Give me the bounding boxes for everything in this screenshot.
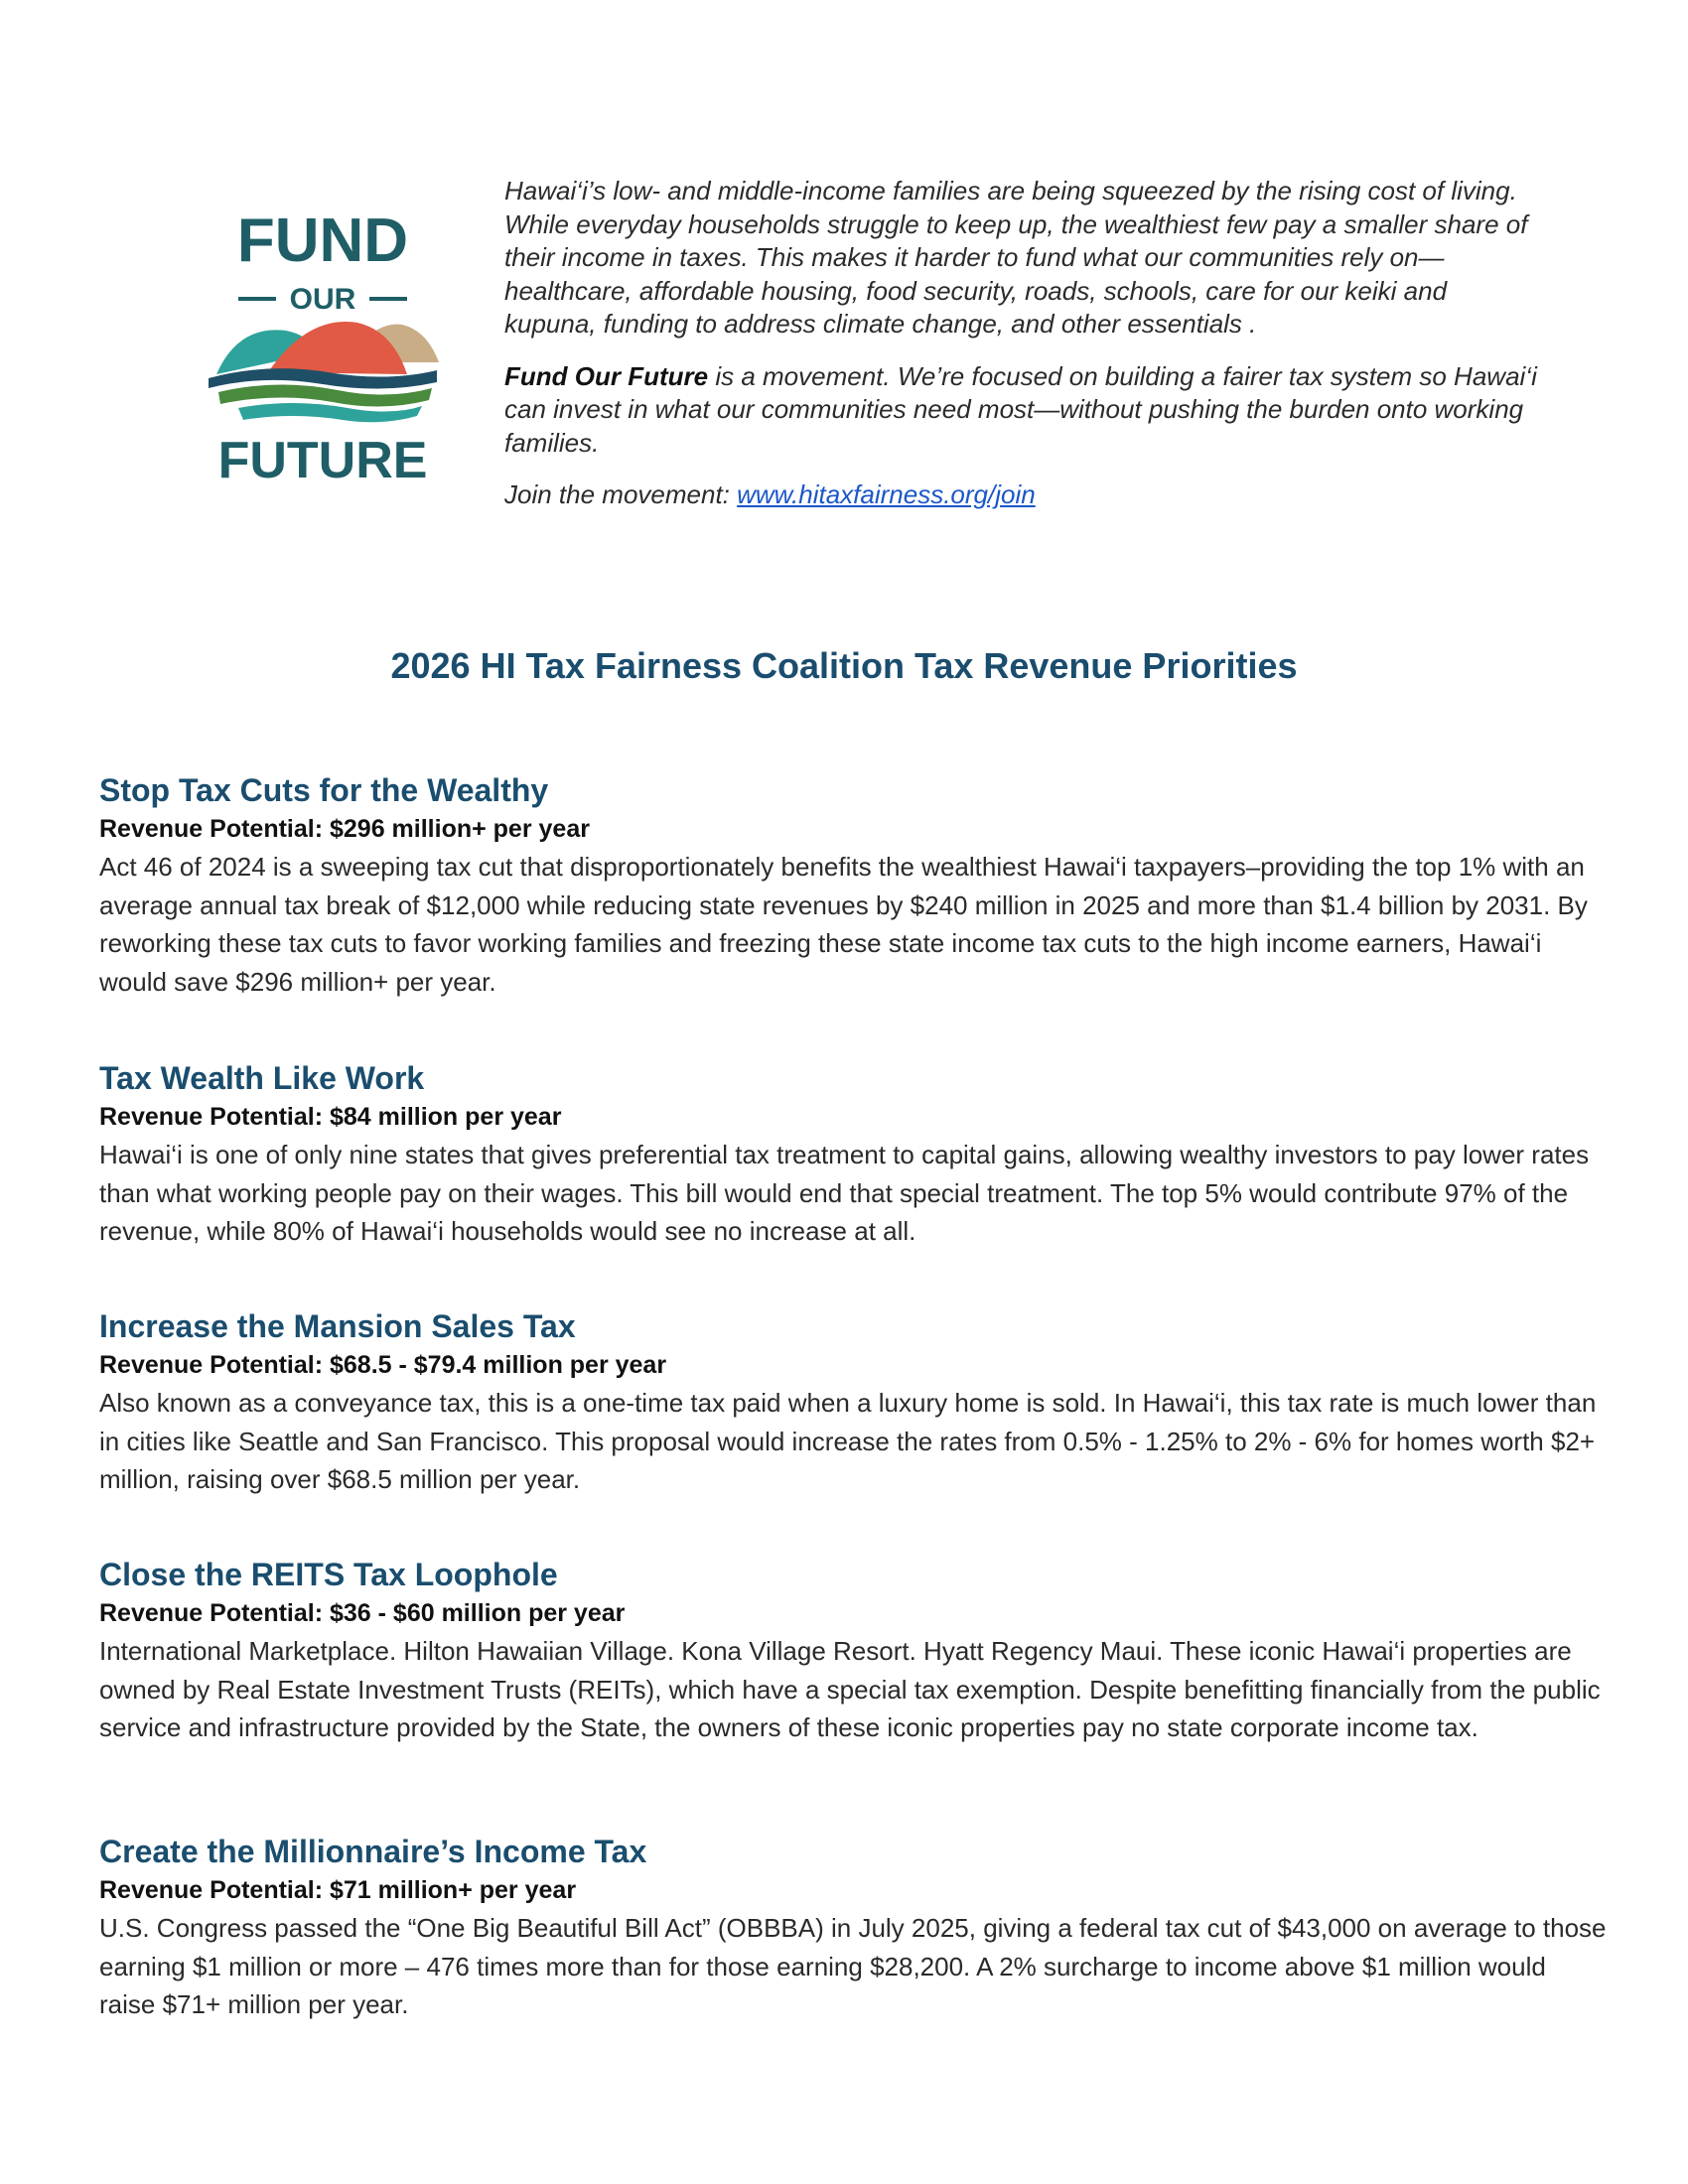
section-stop-tax-cuts	[99, 770, 1609, 1001]
intro-paragraph-2	[504, 360, 1537, 461]
section-millionaire-tax	[99, 1832, 1609, 2024]
logo-graphic	[199, 204, 447, 481]
section-body: Also known as a conveyance tax, this is a one-time tax paid when a luxury home is sold. In Hawai‘i, this tax rate is much lower than in cities like Seattle and San Francisco. This proposal would increase the rates from 0.5% - 1.25% to 2% - 6% for homes worth $2+ million, raising over $68.5 million per year.	[99, 1388, 1597, 1494]
logo-text-our: OUR	[289, 283, 356, 316]
join-link[interactable]: www.hitaxfairness.org/join	[737, 479, 1036, 509]
revenue-potential: Revenue Potential: $71 million+ per year	[99, 1876, 577, 1904]
section-reits	[99, 1555, 1609, 1747]
movement-name: Fund Our Future	[504, 360, 709, 391]
section-heading: Increase the Mansion Sales Tax	[99, 1308, 576, 1344]
section-heading: Close the REITS Tax Loophole	[99, 1557, 558, 1592]
logo-wave-teal	[238, 403, 422, 422]
intro-paragraph-2-text: is a movement. We’re focused on building a fairer tax system so Hawai‘i can invest in what our communities need most—without pushing the burden onto working families.	[504, 360, 1537, 458]
revenue-potential: Revenue Potential: $296 million+ per year	[99, 815, 590, 843]
logo-text-future: FUTURE	[217, 432, 428, 481]
revenue-potential: Revenue Potential: $84 million per year	[99, 1103, 562, 1131]
section-heading: Tax Wealth Like Work	[99, 1060, 425, 1096]
join-prefix: Join the movement:	[504, 479, 738, 509]
section-body: U.S. Congress passed the “One Big Beautiful Bill Act” (OBBBA) in July 2025, giving a federal tax cut of $43,000 on average to those earning $1 million or more – 476 times more than for those earning $28,200. A 2% surcharge to income above $1 million would raise $71+ million per year.	[99, 1913, 1607, 2019]
fund-our-future-logo	[199, 204, 447, 481]
logo-text-fund: FUND	[236, 206, 409, 275]
section-body: Hawai‘i is one of only nine states that gives preferential tax treatment to capital gains, allowing wealthy investors to pay lower rates than what working people pay on their wages. This bill would end that special treatment. The top 5% would contribute 97% of the revenue, while 80% of Hawai‘i households would see no increase at all.	[99, 1140, 1590, 1246]
section-heading: Create the Millionnaire’s Income Tax	[99, 1834, 647, 1869]
section-heading: Stop Tax Cuts for the Wealthy	[99, 772, 549, 808]
revenue-potential: Revenue Potential: $68.5 - $79.4 million per year	[99, 1351, 667, 1379]
section-body: Act 46 of 2024 is a sweeping tax cut that disproportionately benefits the wealthiest Hawai‘i taxpayers–providing the top 1% with an average annual tax break of $12,000 while reducing state revenues by $240 million in 2025 and more than $1.4 billion by 2031. By reworking these tax cuts to favor working families and freezing these state income tax cuts to the high income earners, Hawai‘i would save $296 million+ per year.	[99, 852, 1588, 997]
section-mansion-tax	[99, 1306, 1609, 1499]
page-title: 2026 HI Tax Fairness Coalition Tax Revenue Priorities	[390, 645, 1298, 686]
section-tax-wealth	[99, 1058, 1609, 1251]
intro-block	[504, 175, 1537, 512]
revenue-potential: Revenue Potential: $36 - $60 million per year	[99, 1599, 626, 1627]
intro-paragraph-1: Hawai‘i’s low- and middle-income families are being squeezed by the rising cost of living. While everyday households struggle to keep up, the wealthiest few pay a smaller share of their income in taxes. This makes it harder to fund what our communities rely on—healthcare, affordable housing, food security, roads, schools, care for our keiki and kupuna, funding to address climate change, and other essentials .	[504, 176, 1528, 339]
logo-wave-green	[218, 384, 432, 406]
section-body: International Marketplace. Hilton Hawaiian Village. Kona Village Resort. Hyatt Regency Maui. These iconic Hawai‘i properties are owned by Real Estate Investment Trusts (REITs), which have a special tax exemption. Despite benefitting financially from the public service and infrastructure provided by the State, the owners of these iconic properties pay no state corporate income tax.	[99, 1636, 1601, 1742]
intro-paragraph-3	[504, 478, 1537, 512]
